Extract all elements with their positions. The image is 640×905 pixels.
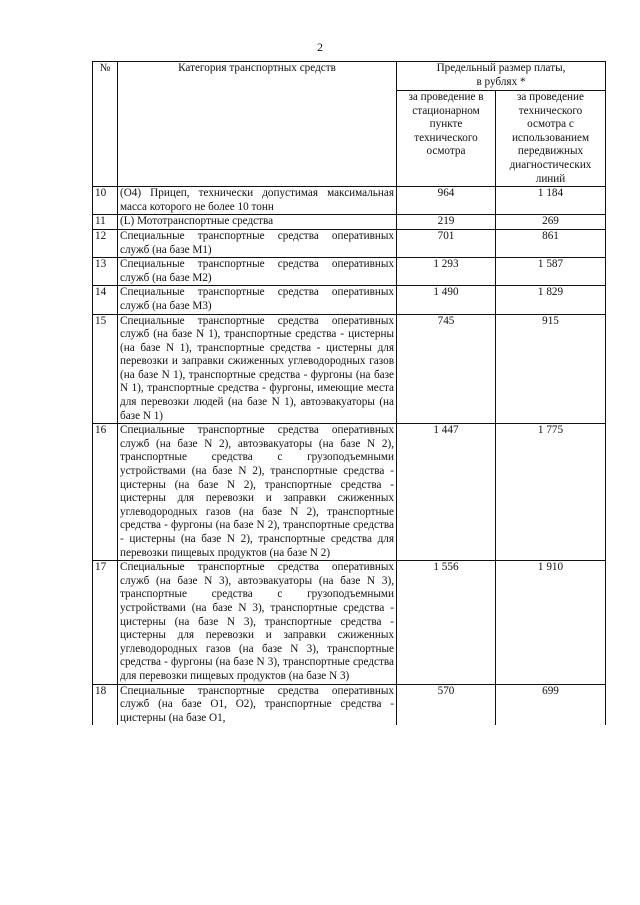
row-fee-mobile: 699 bbox=[496, 684, 606, 725]
row-fee-stationary: 1 556 bbox=[397, 561, 496, 684]
row-fee-mobile: 269 bbox=[496, 215, 606, 230]
table-row bbox=[93, 187, 606, 215]
row-fee-stationary: 219 bbox=[397, 215, 496, 230]
table-row bbox=[93, 229, 606, 257]
table-row bbox=[93, 424, 606, 561]
row-category: Специальные транспортные средства оперативных служб (на базе N 2), автоэвакуаторы (на базе N 2), транспортные средства с грузоподъемными устройствами (на базе N 2), транспортные средства - цистерны (на базе N 2), транспортные средства - цистерны для перевозки и заправки сжиженных углеводородных газов (на базе N 2), транспортные средства - фургоны (на базе N 2), транспортные средства - цистерны (на базе N 2), транспортные средства для перевозки пищевых продуктов (на базе N 2) bbox=[118, 424, 397, 561]
header-stationary: за проведение в стационарном пункте технического осмотра bbox=[397, 91, 496, 187]
row-fee-mobile: 1 184 bbox=[496, 187, 606, 215]
row-number: 13 bbox=[93, 258, 118, 286]
table-row bbox=[93, 684, 606, 725]
header-mobile: за проведение технического осмотра с использованием передвижных диагностических линий bbox=[496, 91, 606, 187]
row-category: Специальные транспортные средства оперативных служб (на базе O1, O2), транспортные средства - цистерны (на базе O1, bbox=[118, 684, 397, 725]
row-number: 16 bbox=[93, 424, 118, 561]
row-fee-mobile: 1 587 bbox=[496, 258, 606, 286]
row-number: 14 bbox=[93, 286, 118, 314]
row-fee-stationary: 964 bbox=[397, 187, 496, 215]
row-number: 10 bbox=[93, 187, 118, 215]
row-number: 12 bbox=[93, 229, 118, 257]
row-fee-mobile: 1 829 bbox=[496, 286, 606, 314]
row-category: Специальные транспортные средства оперативных служб (на базе N 3), автоэвакуаторы (на базе N 3), транспортные средства с грузоподъемными устройствами (на базе N 3), транспортные средства - цистерны (на базе N 3), транспортные средства - цистерны для перевозки и заправки сжиженных углеводородных газов (на базе N 3), транспортные средства - фургоны (на базе N 3), транспортные средства для перевозки пищевых продуктов (на базе N 3) bbox=[118, 561, 397, 684]
fee-table bbox=[92, 61, 606, 725]
table-row bbox=[93, 314, 606, 424]
row-number: 17 bbox=[93, 561, 118, 684]
row-category: Специальные транспортные средства оперативных служб (на базе M3) bbox=[118, 286, 397, 314]
row-category: Специальные транспортные средства оперативных служб (на базе M2) bbox=[118, 258, 397, 286]
row-category: (L) Мототранспортные средства bbox=[118, 215, 397, 230]
row-fee-stationary: 745 bbox=[397, 314, 496, 424]
row-fee-stationary: 1 490 bbox=[397, 286, 496, 314]
row-number: 15 bbox=[93, 314, 118, 424]
row-fee-stationary: 1 293 bbox=[397, 258, 496, 286]
header-max-fee bbox=[397, 62, 606, 91]
header-max-fee-line1: Предельный размер платы, bbox=[436, 62, 566, 74]
row-fee-mobile: 861 bbox=[496, 229, 606, 257]
table-row bbox=[93, 286, 606, 314]
row-category: Специальные транспортные средства оперативных служб (на базе N 1), транспортные средства - цистерны (на базе N 1), транспортные средства - цистерны для перевозки и заправки сжиженных углеводородных газов (на базе N 1), транспортные средства - фургоны (на базе N 1), транспортные средства - фургоны, имеющие места для перевозки людей (на базе N 1), автоэвакуаторы (на базе N 1) bbox=[118, 314, 397, 424]
table-body bbox=[93, 187, 606, 726]
table-row bbox=[93, 215, 606, 230]
row-fee-mobile: 1 775 bbox=[496, 424, 606, 561]
table-row bbox=[93, 258, 606, 286]
row-fee-stationary: 701 bbox=[397, 229, 496, 257]
page-number: 2 bbox=[317, 40, 323, 54]
table-row bbox=[93, 561, 606, 684]
row-fee-mobile: 915 bbox=[496, 314, 606, 424]
row-fee-stationary: 1 447 bbox=[397, 424, 496, 561]
row-category: Специальные транспортные средства оперативных служб (на базе M1) bbox=[118, 229, 397, 257]
row-number: 11 bbox=[93, 215, 118, 230]
row-category: (O4) Прицеп, технически допустимая максимальная масса которого не более 10 тонн bbox=[118, 187, 397, 215]
header-number: № bbox=[93, 62, 118, 187]
header-max-fee-line2: в рублях * bbox=[476, 75, 526, 88]
row-fee-mobile: 1 910 bbox=[496, 561, 606, 684]
header-category: Категория транспортных средств bbox=[118, 62, 397, 187]
row-fee-stationary: 570 bbox=[397, 684, 496, 725]
row-number: 18 bbox=[93, 684, 118, 725]
